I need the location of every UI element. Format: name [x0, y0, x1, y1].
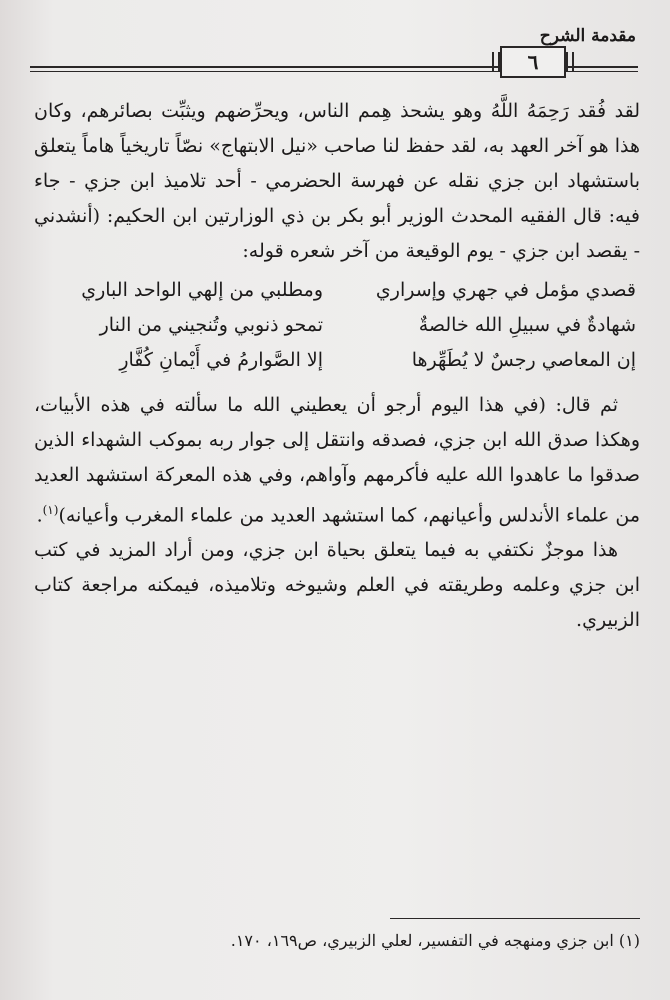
verse-2-second-hemistich: تمحو ذنوبي وتُنجيني من النار: [99, 314, 323, 336]
footnote-number: (١): [618, 931, 640, 950]
paragraph-1: لقد فُقد رَحِمَهُ اللَّهُ وهو يشحذ هِمم الناس، ويحرِّضهم ويثبِّت بصائرهم، وكان هذا هو آخر العهد به، لقد حفظ لنا صاحب «نيل الابتهاج» نصّاً تاريخياً هاماً يتعلق باستشهاد ابن جزي نقله عن فهرسة الحضرمي - أحد تلاميذ ابن جزي - جاء فيه: قال الفقيه المحدث الوزير أبو بكر بن ذي الوزارتين ابن الحكيم: (أنشدني - يقصد ابن جزي - يوم الوقيعة من آخر شعره قوله:: [34, 100, 640, 262]
footnote: [34, 928, 640, 954]
paragraph-2: [34, 388, 640, 533]
running-head-title: مقدمة الشرح: [539, 26, 636, 46]
main-text: [34, 94, 640, 638]
verse-2-first-hemistich: شهادةٌ في سبيلِ الله خالصةٌ: [418, 314, 636, 336]
verse-1-second-hemistich: ومطلبي من إلهي الواحد الباري: [81, 279, 323, 301]
poem-verses: [34, 273, 640, 378]
verse-3-second-hemistich: إلا الصَّوارمُ في أَيْمانِ كُفَّارِ: [119, 349, 323, 371]
page-number: ٦: [500, 46, 566, 78]
paragraph-2-end: .: [36, 504, 43, 527]
footnote-rule: [390, 918, 640, 919]
paragraph-3: هذا موجزٌ نكتفي به فيما يتعلق بحياة ابن جزي، ومن أراد المزيد في كتب ابن جزي وعلمه وطريقته في العلم وشيوخه وتلاميذه، فيمكنه مراجعة كتاب الزبيري.: [34, 539, 640, 632]
paragraph-2-text: ثم قال: (في هذا اليوم أرجو أن يعطيني الله ما سألته في هذه الأبيات، وهكذا صدق الله ابن جزي، فصدقه وانتقل إلى جوار ربه بموكب الشهداء الذين صدقوا ما عاهدوا الله عليه فأكرمهم وآواهم، وفي هذه المعركة استشهد العديد من علماء الأندلس وأعيانهم، كما استشهد العديد من علماء المغرب وأعيانه): [34, 394, 640, 527]
verse-3-first-hemistich: إن المعاصي رجسٌ لا يُطَهِّرها: [411, 349, 636, 371]
verse-1-first-hemistich: قصدي مؤمل في جهري وإسراري: [375, 279, 636, 301]
verse-line-3: [34, 343, 640, 378]
footnote-text: ابن جزي ومنهجه في التفسير، لعلي الزبيري، ص١٦٩، ١٧٠.: [230, 931, 614, 950]
footnote-marker: (١): [42, 503, 59, 517]
verse-line-2: [34, 308, 640, 343]
verse-line-1: [34, 273, 640, 308]
